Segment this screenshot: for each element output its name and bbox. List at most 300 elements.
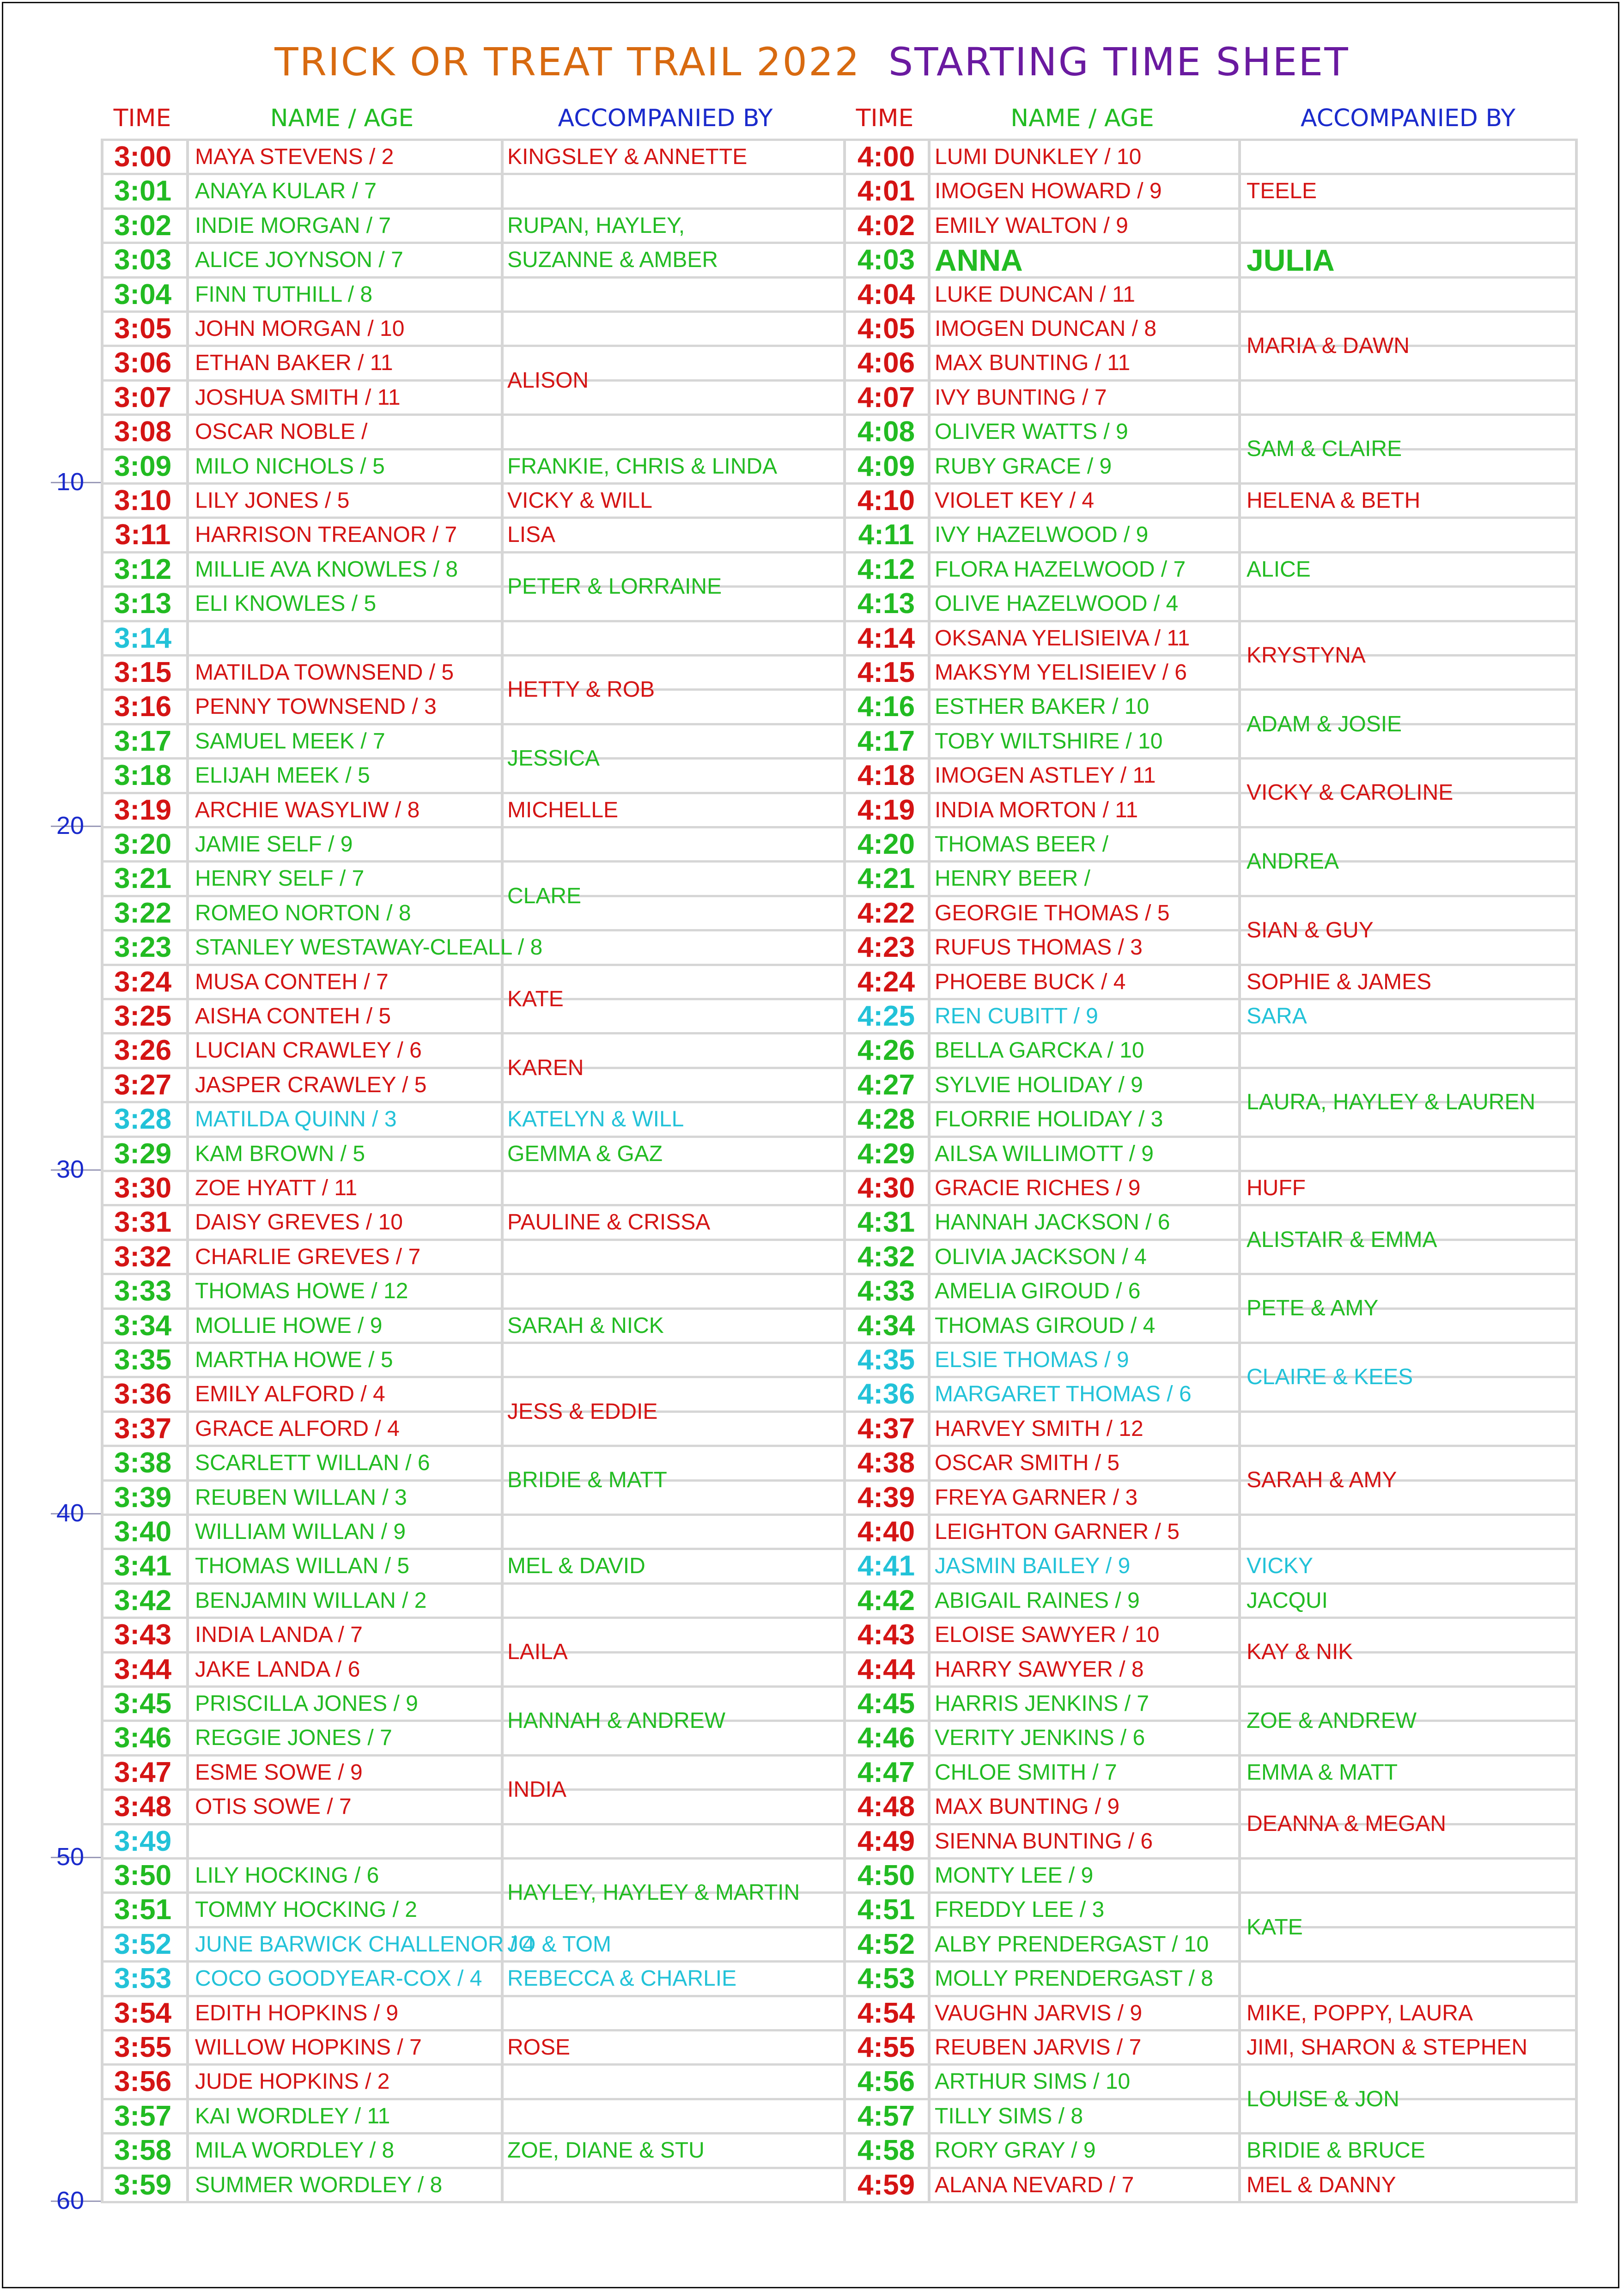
start-time: 4:16: [857, 691, 915, 723]
start-time: 4:40: [857, 1516, 915, 1548]
child-name-age: FREYA GARNER / 3: [935, 1485, 1138, 1510]
child-name-age: INDIA MORTON / 11: [935, 797, 1138, 822]
table-row: [101, 1859, 1578, 1893]
child-name-age: MATILDA QUINN / 3: [195, 1107, 397, 1132]
accompanied-by: JO & TOM: [507, 1932, 611, 1957]
child-name-age: ELIJAH MEEK / 5: [195, 763, 370, 788]
start-time: 4:32: [857, 1240, 915, 1273]
table-row: [101, 1171, 1578, 1205]
accompanied-by: KATE: [1247, 1915, 1303, 1939]
accompanied-by: VICKY & CAROLINE: [1247, 780, 1454, 805]
start-time: 3:50: [114, 1860, 172, 1891]
table-row: [101, 1927, 1578, 1962]
accompanied-by: RUPAN, HAYLEY,: [507, 213, 685, 238]
child-name-age: EDITH HOPKINS / 9: [195, 2000, 399, 2025]
start-time: 4:31: [857, 1206, 915, 1239]
child-name-age: EMILY ALFORD / 4: [195, 1382, 385, 1407]
table-row: [101, 278, 1578, 312]
start-time: 3:04: [114, 278, 172, 310]
ruler-tick-label: 10: [56, 468, 85, 496]
start-time: 3:44: [114, 1653, 172, 1685]
accompanied-by: BRIDIE & BRUCE: [1247, 2138, 1425, 2163]
accompanied-by: HETTY & ROB: [507, 677, 655, 702]
accompanied-by: FRANKIE, CHRIS & LINDA: [507, 454, 778, 479]
start-time: 3:40: [114, 1516, 172, 1548]
child-name-age: PRISCILLA JONES / 9: [195, 1691, 418, 1716]
child-name-age: ZOE HYATT / 11: [195, 1176, 358, 1200]
child-name-age: LUMI DUNKLEY / 10: [935, 145, 1142, 169]
child-name-age: ARTHUR SIMS / 10: [935, 2069, 1131, 2094]
table-row: [101, 553, 1578, 587]
child-name-age: TILLY SIMS / 8: [935, 2104, 1083, 2128]
accompanied-by: ANDREA: [1247, 849, 1339, 874]
child-name-age: OLIVE HAZELWOOD / 4: [935, 591, 1179, 616]
accompanied-by: JESS & EDDIE: [507, 1399, 658, 1424]
child-name-age: LILY JONES / 5: [195, 488, 350, 513]
child-name-age: JUDE HOPKINS / 2: [195, 2069, 390, 2094]
child-name-age: RORY GRAY / 9: [935, 2138, 1096, 2163]
start-time: 3:59: [114, 2169, 172, 2201]
table-row: [101, 862, 1578, 896]
start-time: 3:37: [114, 1412, 172, 1445]
child-name-age: JUNE BARWICK CHALLENOR / 4: [195, 1932, 535, 1957]
start-time: 3:09: [114, 450, 172, 482]
child-name-age: MILLIE AVA KNOWLES / 8: [195, 557, 458, 582]
start-time: 3:53: [114, 1963, 172, 1995]
start-time: 4:22: [857, 897, 915, 929]
start-time: 4:06: [857, 347, 915, 379]
child-name-age: INDIE MORGAN / 7: [195, 213, 391, 238]
child-name-age: THOMAS GIROUD / 4: [935, 1313, 1156, 1338]
start-time: 3:46: [114, 1722, 172, 1754]
table-row: [101, 1584, 1578, 1618]
child-name-age: PENNY TOWNSEND / 3: [195, 694, 437, 719]
start-time: 4:11: [858, 519, 914, 551]
accompanied-by: MARIA & DAWN: [1247, 334, 1410, 359]
start-time: 3:24: [114, 966, 172, 998]
child-name-age: TOMMY HOCKING / 2: [195, 1897, 417, 1922]
accompanied-by: SARA: [1247, 1004, 1307, 1028]
start-time: 4:49: [857, 1825, 915, 1857]
child-name-age: SYLVIE HOLIDAY / 9: [935, 1072, 1143, 1097]
accompanied-by: JESSICA: [507, 746, 600, 771]
table-row: [101, 243, 1578, 277]
accompanied-by: PAULINE & CRISSA: [507, 1210, 711, 1235]
child-name-age: THOMAS HOWE / 12: [195, 1279, 408, 1304]
accompanied-by: EMMA & MATT: [1247, 1760, 1398, 1785]
start-time: 3:52: [114, 1928, 172, 1960]
accompanied-by: MIKE, POPPY, LAURA: [1247, 2000, 1473, 2025]
start-time: 3:33: [114, 1275, 172, 1307]
start-time: 4:56: [857, 2066, 915, 2098]
start-time: 4:10: [857, 485, 915, 517]
start-time: 4:02: [857, 209, 915, 242]
accompanied-by: VICKY: [1247, 1554, 1314, 1579]
child-name-age: MILO NICHOLS / 5: [195, 454, 385, 479]
start-time: 4:35: [857, 1344, 915, 1376]
start-time: 4:42: [857, 1584, 915, 1617]
accompanied-by: KINGSLEY & ANNETTE: [507, 145, 748, 169]
accompanied-by: SAM & CLAIRE: [1247, 437, 1402, 462]
start-time: 4:43: [857, 1619, 915, 1651]
table-row: [101, 1653, 1578, 1687]
accompanied-by: ALISTAIR & EMMA: [1247, 1227, 1437, 1252]
start-time: 3:35: [114, 1344, 172, 1376]
child-name-age: SCARLETT WILLAN / 6: [195, 1451, 430, 1476]
start-time: 4:29: [857, 1137, 915, 1170]
start-time: 3:34: [114, 1309, 172, 1342]
child-name-age: JOHN MORGAN / 10: [195, 316, 405, 341]
accompanied-by: MEL & DANNY: [1247, 2172, 1396, 2197]
accompanied-by: LAILA: [507, 1640, 568, 1665]
start-time: 3:49: [114, 1825, 172, 1857]
start-time: 3:17: [114, 725, 172, 757]
child-name-age: VERITY JENKINS / 6: [935, 1726, 1145, 1751]
child-name-age: REN CUBITT / 9: [935, 1004, 1098, 1028]
start-time: 4:12: [857, 553, 915, 585]
accompanied-by: PETER & LORRAINE: [507, 574, 722, 599]
child-name-age: IMOGEN HOWARD / 9: [935, 179, 1162, 204]
accompanied-by: KATE: [507, 986, 564, 1011]
start-time: 4:26: [857, 1034, 915, 1067]
child-name-age: VIOLET KEY / 4: [935, 488, 1095, 513]
start-time: 3:18: [114, 760, 172, 792]
child-name-age: ELI KNOWLES / 5: [195, 591, 377, 616]
start-time: 3:10: [114, 485, 172, 517]
child-name-age: IMOGEN ASTLEY / 11: [935, 763, 1156, 788]
child-name-age: MUSA CONTEH / 7: [195, 969, 389, 994]
accompanied-by: REBECCA & CHARLIE: [507, 1966, 737, 1991]
child-name-age: ARCHIE WASYLIW / 8: [195, 797, 420, 822]
child-name-age: REUBEN JARVIS / 7: [935, 2035, 1142, 2060]
child-name-age: VAUGHN JARVIS / 9: [935, 2000, 1143, 2025]
accompanied-by: PETE & AMY: [1247, 1296, 1379, 1321]
table-row: [101, 174, 1578, 208]
start-time: 3:51: [114, 1894, 172, 1926]
accompanied-by: JIMI, SHARON & STEPHEN: [1247, 2035, 1528, 2060]
accompanied-by: SARAH & AMY: [1247, 1468, 1397, 1493]
accompanied-by: LOUISE & JON: [1247, 2086, 1399, 2111]
child-name-age: JASPER CRAWLEY / 5: [195, 1072, 427, 1097]
child-name-age: HARRY SAWYER / 8: [935, 1657, 1144, 1682]
header-accompanied-left: ACCOMPANIED BY: [558, 104, 773, 132]
schedule-table: [101, 139, 1578, 2203]
child-name-age: JASMIN BAILEY / 9: [935, 1554, 1131, 1579]
start-time: 3:14: [114, 622, 172, 654]
start-time: 3:01: [114, 175, 172, 207]
start-time: 3:38: [114, 1447, 172, 1479]
child-name-age: ANAYA KULAR / 7: [195, 179, 377, 204]
accompanied-by: SARAH & NICK: [507, 1313, 664, 1338]
accompanied-by: LISA: [507, 523, 556, 547]
accompanied-by: LAURA, HAYLEY & LAUREN: [1247, 1090, 1536, 1114]
child-name-age: GEORGIE THOMAS / 5: [935, 900, 1170, 925]
start-time: 4:57: [857, 2100, 915, 2132]
start-time: 4:59: [857, 2169, 915, 2201]
accompanied-by: JULIA: [1247, 243, 1335, 278]
start-time: 4:52: [857, 1928, 915, 1960]
child-name-age: REGGIE JONES / 7: [195, 1726, 392, 1751]
start-time: 4:19: [857, 794, 915, 826]
accompanied-by: TEELE: [1247, 179, 1317, 204]
table-row: [101, 209, 1578, 243]
start-time: 4:55: [857, 2031, 915, 2063]
table-row: [101, 1893, 1578, 1927]
child-name-age: MAX BUNTING / 11: [935, 351, 1131, 376]
start-time: 4:53: [857, 1963, 915, 1995]
start-time: 3:19: [114, 794, 172, 826]
child-name-age: LILY HOCKING / 6: [195, 1863, 379, 1888]
child-name-age: IMOGEN DUNCAN / 8: [935, 316, 1157, 341]
child-name-age: IVY HAZELWOOD / 9: [935, 523, 1149, 547]
child-name-age: HARRIS JENKINS / 7: [935, 1691, 1150, 1716]
accompanied-by: INDIA: [507, 1777, 567, 1802]
child-name-age: MAYA STEVENS / 2: [195, 145, 394, 169]
accompanied-by: ADAM & JOSIE: [1247, 711, 1402, 736]
start-time: 3:27: [114, 1069, 172, 1101]
accompanied-by: DEANNA & MEGAN: [1247, 1812, 1447, 1836]
header-accompanied-right: ACCOMPANIED BY: [1301, 104, 1515, 132]
accompanied-by: ZOE, DIANE & STU: [507, 2138, 705, 2163]
child-name-age: MARGARET THOMAS / 6: [935, 1382, 1192, 1407]
child-name-age: THOMAS BEER /: [935, 832, 1109, 857]
page-title: [0, 39, 1624, 85]
child-name-age: ALBY PRENDERGAST / 10: [935, 1932, 1209, 1957]
start-time: 3:39: [114, 1481, 172, 1514]
ruler-tick-label: 20: [56, 812, 85, 839]
start-time: 3:55: [114, 2031, 172, 2063]
child-name-age: OKSANA YELISIEIVA / 11: [935, 626, 1190, 651]
child-name-age: HARVEY SMITH / 12: [935, 1416, 1143, 1441]
start-time: 3:08: [114, 416, 172, 448]
accompanied-by: HUFF: [1247, 1176, 1306, 1200]
start-time: 4:08: [857, 416, 915, 448]
child-name-age: GRACIE RICHES / 9: [935, 1176, 1141, 1200]
child-name-age: CHLOE SMITH / 7: [935, 1760, 1117, 1785]
accompanied-by: KATELYN & WILL: [507, 1107, 684, 1132]
child-name-age: MOLLIE HOWE / 9: [195, 1313, 383, 1338]
start-time: 3:06: [114, 347, 172, 379]
child-name-age: ELSIE THOMAS / 9: [935, 1348, 1129, 1372]
child-name-age: WILLIAM WILLAN / 9: [195, 1520, 406, 1544]
start-time: 3:25: [114, 1000, 172, 1032]
start-time: 3:21: [114, 863, 172, 895]
start-time: 3:22: [114, 897, 172, 929]
child-name-age: AMELIA GIROUD / 6: [935, 1279, 1141, 1304]
start-time: 4:27: [857, 1069, 915, 1101]
child-name-age: MATILDA TOWNSEND / 5: [195, 660, 454, 685]
start-time: 4:09: [857, 450, 915, 482]
start-time: 4:44: [857, 1653, 915, 1685]
start-time: 3:54: [114, 1997, 172, 2029]
start-time: 3:16: [114, 691, 172, 723]
table-row: [101, 1137, 1578, 1171]
ruler-tick-label: 30: [56, 1155, 85, 1183]
start-time: 4:18: [857, 760, 915, 792]
accompanied-by: ZOE & ANDREW: [1247, 1708, 1417, 1733]
child-name-age: LUCIAN CRAWLEY / 6: [195, 1038, 422, 1063]
child-name-age: TOBY WILTSHIRE / 10: [935, 729, 1163, 754]
start-time: 4:58: [857, 2134, 915, 2167]
child-name-age: CHARLIE GREVES / 7: [195, 1244, 421, 1269]
child-name-age: JOSHUA SMITH / 11: [195, 385, 401, 410]
table-row: [101, 140, 1578, 174]
start-time: 4:28: [857, 1103, 915, 1136]
child-name-age: AILSA WILLIMOTT / 9: [935, 1141, 1154, 1166]
start-time: 3:56: [114, 2066, 172, 2098]
start-time: 3:47: [114, 1756, 172, 1788]
start-time: 4:50: [857, 1860, 915, 1891]
ruler-tick-label: 60: [56, 2187, 85, 2214]
child-name-age: DAISY GREVES / 10: [195, 1210, 403, 1235]
child-name-age: RUBY GRACE / 9: [935, 454, 1112, 479]
child-name-age: FLORRIE HOLIDAY / 3: [935, 1107, 1163, 1132]
child-name-age: WILLOW HOPKINS / 7: [195, 2035, 422, 2060]
child-name-age: HENRY SELF / 7: [195, 866, 365, 891]
child-name-age: SUMMER WORDLEY / 8: [195, 2172, 443, 2197]
child-name-age: MILA WORDLEY / 8: [195, 2138, 395, 2163]
accompanied-by: MICHELLE: [507, 797, 619, 822]
accompanied-by: KAREN: [507, 1055, 584, 1080]
start-time: 4:34: [857, 1309, 915, 1342]
start-time: 4:17: [857, 725, 915, 757]
start-time: 4:51: [857, 1894, 915, 1926]
child-name-age: GRACE ALFORD / 4: [195, 1416, 400, 1441]
start-time: 3:07: [114, 381, 172, 413]
start-time: 3:30: [114, 1172, 172, 1204]
accompanied-by: JACQUI: [1247, 1588, 1328, 1613]
accompanied-by: CLAIRE & KEES: [1247, 1365, 1413, 1390]
child-name-age: AISHA CONTEH / 5: [195, 1004, 391, 1028]
ruler-tick-label: 50: [56, 1843, 85, 1871]
child-name-age: FLORA HAZELWOOD / 7: [935, 557, 1186, 582]
start-time: 3:15: [114, 657, 172, 688]
child-name-age: SAMUEL MEEK / 7: [195, 729, 385, 754]
start-time: 3:12: [114, 553, 172, 585]
accompanied-by: KRYSTYNA: [1247, 643, 1366, 668]
start-time: 3:31: [114, 1206, 172, 1239]
header-time-left: TIME: [113, 104, 171, 132]
start-time: 3:29: [114, 1137, 172, 1170]
start-time: 4:14: [857, 622, 915, 654]
accompanied-by: GEMMA & GAZ: [507, 1141, 663, 1166]
accompanied-by: KAY & NIK: [1247, 1640, 1353, 1665]
start-time: 3:57: [114, 2100, 172, 2132]
child-name-age: ETHAN BAKER / 11: [195, 351, 393, 376]
table-row: [101, 1618, 1578, 1652]
child-name-age: IVY BUNTING / 7: [935, 385, 1107, 410]
child-name-age: HENRY BEER /: [935, 866, 1091, 891]
child-name-age: RUFUS THOMAS / 3: [935, 935, 1143, 960]
child-name-age: OSCAR NOBLE /: [195, 419, 368, 444]
start-time: 3:26: [114, 1034, 172, 1067]
accompanied-by: BRIDIE & MATT: [507, 1468, 667, 1493]
child-name-age: ESTHER BAKER / 10: [935, 694, 1150, 719]
accompanied-by: HELENA & BETH: [1247, 488, 1421, 513]
start-time: 4:37: [857, 1412, 915, 1445]
start-time: 3:11: [115, 519, 171, 551]
accompanied-by: HAYLEY, HAYLEY & MARTIN: [507, 1880, 800, 1905]
start-time: 4:05: [857, 313, 915, 345]
child-name-age: SIENNA BUNTING / 6: [935, 1829, 1153, 1854]
accompanied-by: HANNAH & ANDREW: [507, 1708, 726, 1733]
child-name-age: THOMAS WILLAN / 5: [195, 1554, 410, 1579]
child-name-age: FREDDY LEE / 3: [935, 1897, 1105, 1922]
child-name-age: OTIS SOWE / 7: [195, 1794, 352, 1819]
start-time: 4:04: [857, 278, 915, 310]
start-time: 4:33: [857, 1275, 915, 1307]
table-row: [101, 381, 1578, 415]
accompanied-by: SIAN & GUY: [1247, 918, 1374, 942]
start-time: 4:00: [857, 141, 915, 173]
header-name-left: NAME / AGE: [270, 104, 414, 132]
child-name-age: EMILY WALTON / 9: [935, 213, 1128, 238]
table-row: [101, 1549, 1578, 1583]
start-time: 4:46: [857, 1722, 915, 1754]
start-time: 4:21: [857, 863, 915, 895]
start-time: 3:41: [114, 1550, 172, 1582]
table-row: [101, 999, 1578, 1034]
child-name-age: OLIVIA JACKSON / 4: [935, 1244, 1147, 1269]
table-row: [101, 587, 1578, 621]
table-row: [101, 1962, 1578, 1996]
accompanied-by: CLARE: [507, 883, 582, 908]
table-row: [101, 518, 1578, 552]
start-time: 3:36: [114, 1378, 172, 1410]
child-name-age: ALANA NEVARD / 7: [935, 2172, 1134, 2197]
table-row: [101, 827, 1578, 862]
child-name-age: HARRISON TREANOR / 7: [195, 523, 457, 547]
start-time: 3:42: [114, 1584, 172, 1617]
child-name-age: MAX BUNTING / 9: [935, 1794, 1120, 1819]
start-time: 4:54: [857, 1997, 915, 2029]
child-name-age: PHOEBE BUCK / 4: [935, 969, 1126, 994]
child-name-age: ELOISE SAWYER / 10: [935, 1623, 1160, 1648]
start-time: 3:45: [114, 1688, 172, 1720]
start-time: 4:15: [857, 657, 915, 688]
accompanied-by: SOPHIE & JAMES: [1247, 969, 1432, 994]
child-name-age: LUKE DUNCAN / 11: [935, 282, 1135, 307]
start-time: 4:23: [857, 931, 915, 964]
start-time: 4:03: [857, 244, 915, 276]
start-time: 4:20: [857, 828, 915, 860]
start-time: 4:25: [857, 1000, 915, 1032]
start-time: 3:28: [114, 1103, 172, 1136]
start-time: 4:24: [857, 966, 915, 998]
table-row: [101, 1515, 1578, 1549]
start-time: 3:32: [114, 1240, 172, 1273]
child-name-age: ROMEO NORTON / 8: [195, 900, 411, 925]
accompanied-by: ROSE: [507, 2035, 571, 2060]
header-time-right: TIME: [856, 104, 914, 132]
child-name-age: COCO GOODYEAR-COX / 4: [195, 1966, 482, 1991]
child-name-age: OSCAR SMITH / 5: [935, 1451, 1120, 1476]
child-name-age: ABIGAIL RAINES / 9: [935, 1588, 1140, 1613]
start-time: 3:43: [114, 1619, 172, 1651]
start-time: 3:58: [114, 2134, 172, 2167]
start-time: 4:47: [857, 1756, 915, 1788]
start-time: 4:38: [857, 1447, 915, 1479]
accompanied-by: MEL & DAVID: [507, 1554, 645, 1579]
start-time: 4:30: [857, 1172, 915, 1204]
table-row: [101, 1034, 1578, 1068]
start-time: 3:48: [114, 1791, 172, 1823]
child-name-age: KAI WORDLEY / 11: [195, 2104, 390, 2128]
child-name-age: JAKE LANDA / 6: [195, 1657, 360, 1682]
child-name-age: LEIGHTON GARNER / 5: [935, 1520, 1180, 1544]
start-time: 4:07: [857, 381, 915, 413]
child-name-age: REUBEN WILLAN / 3: [195, 1485, 407, 1510]
